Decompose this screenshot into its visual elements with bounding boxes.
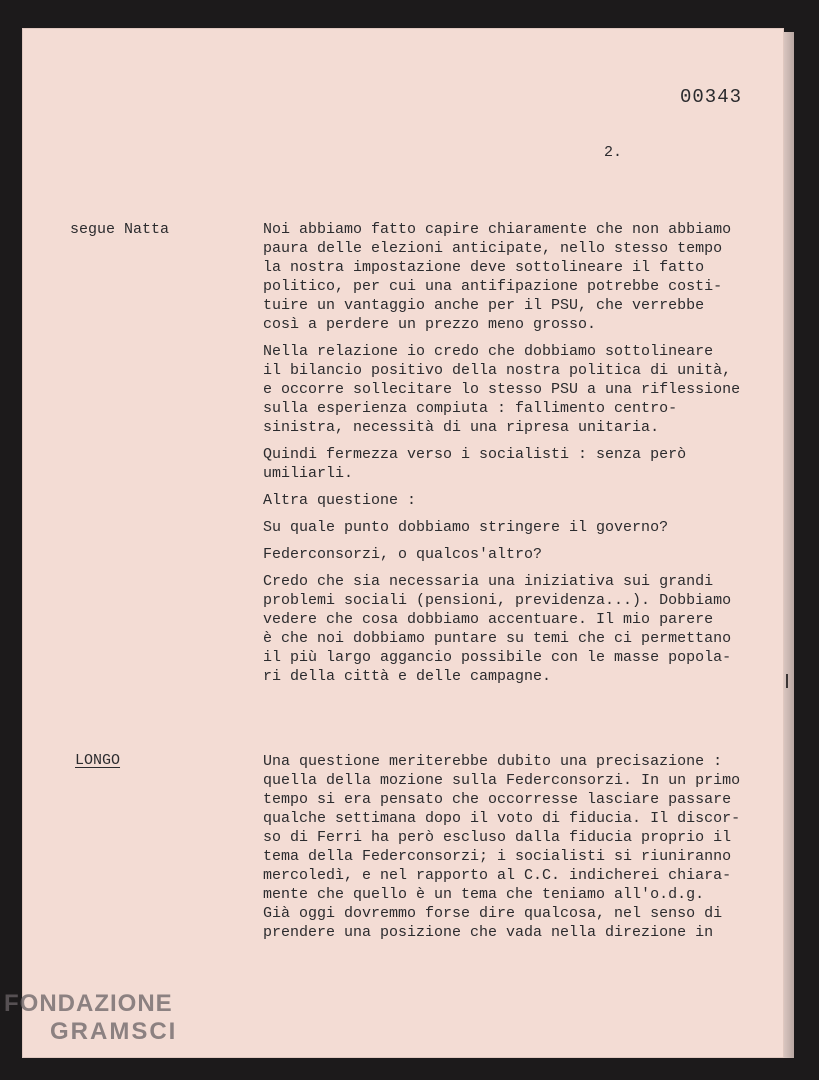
text-line: tempo si era pensato che occorresse lasciare passare: [263, 791, 732, 808]
fondazione-gramsci-watermark: [4, 990, 177, 1046]
text-line: e occorre sollecitare lo stesso PSU a una riflessione: [263, 381, 741, 398]
text-line: Quindi fermezza verso i socialisti : senza però: [263, 446, 687, 463]
text-line: tema della Federconsorzi; i socialisti si riuniranno: [263, 848, 732, 865]
text-line: ri della città e delle campagne.: [263, 668, 552, 685]
page-number: 2.: [604, 144, 623, 161]
text-line: tuire un vantaggio anche per il PSU, che verrebbe: [263, 297, 705, 314]
paragraph: [263, 545, 773, 564]
text-line: politico, per cui una antifipazione potrebbe costi-: [263, 278, 723, 295]
page-edge: [784, 32, 794, 1058]
text-line: Già oggi dovremmo forse dire qualcosa, nel senso di: [263, 905, 723, 922]
text-line: problemi sociali (pensioni, previdenza...). Dobbiamo: [263, 592, 732, 609]
text-line: mente che quello è un tema che teniamo all'o.d.g.: [263, 886, 705, 903]
text-line: così a perdere un prezzo meno grosso.: [263, 316, 597, 333]
paragraph: [263, 752, 773, 942]
text-line: Una questione meriterebbe dubito una precisazione :: [263, 753, 723, 770]
binder-mark: [786, 674, 788, 688]
text-line: so di Ferri ha però escluso dalla fiducia proprio il: [263, 829, 732, 846]
text-line: qualche settimana dopo il voto di fiducia. Il discor-: [263, 810, 741, 827]
text-line: Su quale punto dobbiamo stringere il governo?: [263, 519, 669, 536]
watermark-line-2: GRAMSCI: [50, 1018, 178, 1045]
paragraph: [263, 342, 773, 437]
text-line: il più largo aggancio possibile con le masse popola-: [263, 649, 732, 666]
paragraph: [263, 445, 773, 483]
text-line: paura delle elezioni anticipate, nello stesso tempo: [263, 240, 723, 257]
text-line: la nostra impostazione deve sottolineare il fatto: [263, 259, 705, 276]
text-line: il bilancio positivo della nostra politica di unità,: [263, 362, 732, 379]
speaker-label-longo: LONGO: [75, 752, 121, 769]
text-line: Altra questione :: [263, 492, 417, 509]
paragraph: [263, 572, 773, 686]
text-line: è che noi dobbiamo puntare su temi che ci permettano: [263, 630, 732, 647]
text-line: vedere che cosa dobbiamo accentuare. Il mio parere: [263, 611, 714, 628]
paragraph: [263, 220, 773, 334]
document-number: 00343: [680, 86, 743, 108]
text-line: Noi abbiamo fatto capire chiaramente che non abbiamo: [263, 221, 732, 238]
text-line: Credo che sia necessaria una iniziativa sui grandi: [263, 573, 714, 590]
text-line: sinistra, necessità di una ripresa unitaria.: [263, 419, 660, 436]
watermark-line-1: FONDAZIONE: [4, 990, 173, 1017]
text-line: Federconsorzi, o qualcos'altro?: [263, 546, 543, 563]
text-line: prendere una posizione che vada nella direzione in: [263, 924, 714, 941]
text-line: sulla esperienza compiuta : fallimento centro-: [263, 400, 678, 417]
section-body-longo: [263, 752, 773, 950]
paragraph: [263, 491, 773, 510]
section-body-natta: [263, 220, 773, 694]
text-line: umiliarli.: [263, 465, 354, 482]
paragraph: [263, 518, 773, 537]
speaker-label-natta: segue Natta: [70, 221, 170, 238]
text-line: mercoledì, e nel rapporto al C.C. indicherei chiara-: [263, 867, 732, 884]
text-line: quella della mozione sulla Federconsorzi. In un primo: [263, 772, 741, 789]
text-line: Nella relazione io credo che dobbiamo sottolineare: [263, 343, 714, 360]
